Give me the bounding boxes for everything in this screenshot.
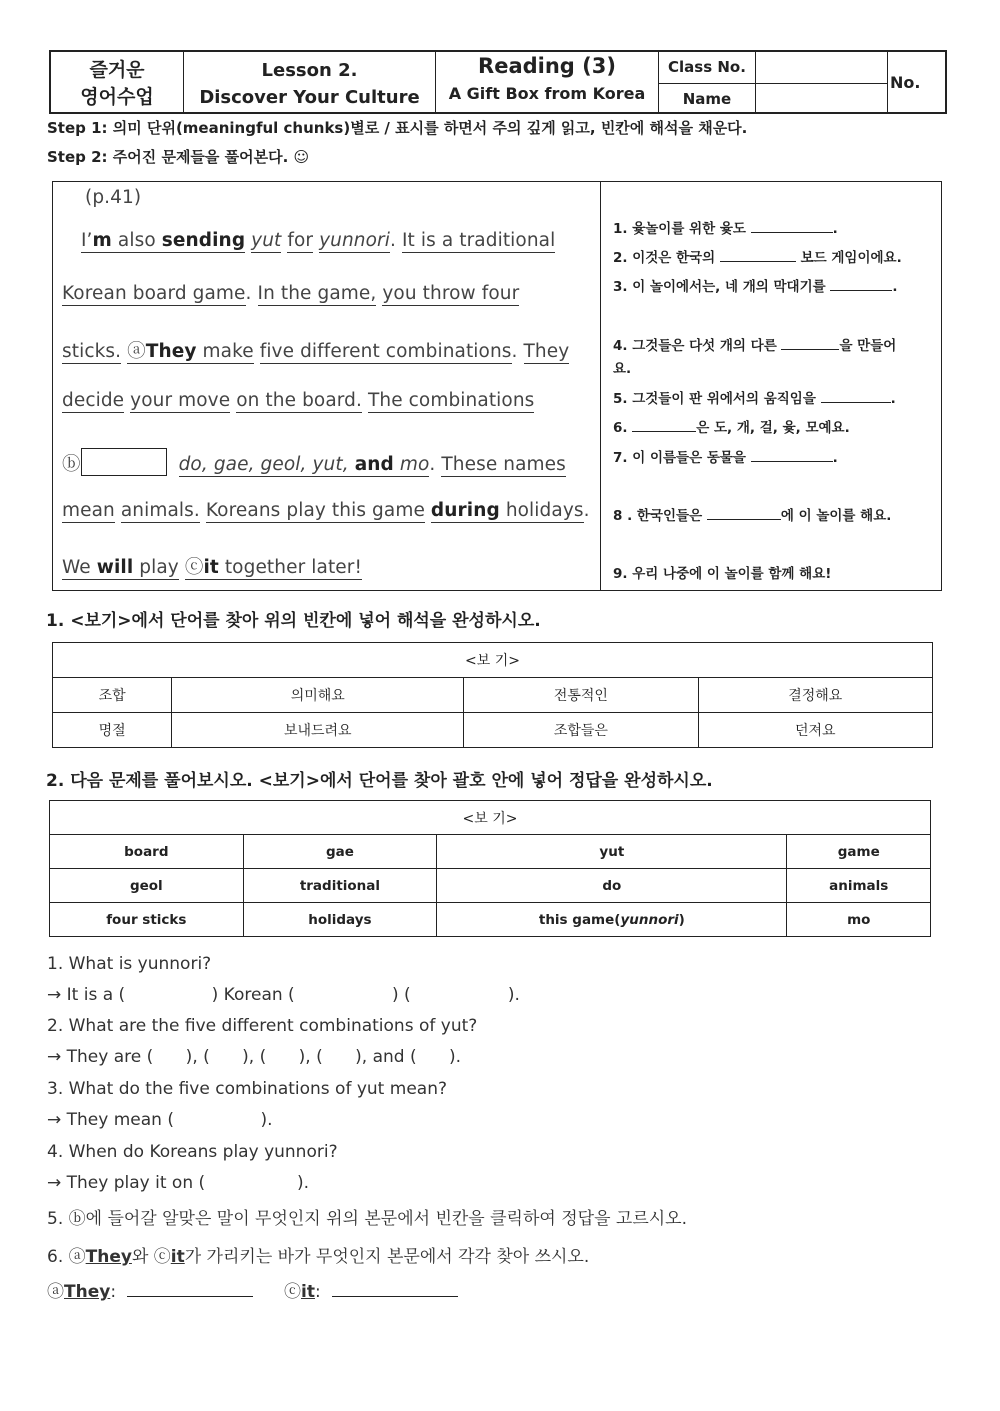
reading-cell <box>436 52 659 112</box>
word-bank-2 <box>49 800 931 937</box>
translation-5: 5. 그것들이 판 위에서의 움직임을 . <box>613 391 896 407</box>
answer-4: → They play it on ( ). <box>47 1173 310 1193</box>
word-bank-1-cell: 명절 <box>53 713 172 748</box>
lesson-cell <box>184 52 436 112</box>
word-bank-1-cell: 조합 <box>53 678 172 713</box>
class-no-label: Class No. <box>659 52 755 84</box>
translation-7-blank[interactable] <box>751 449 833 462</box>
name-label: Name <box>682 90 732 108</box>
word-bank-2-cell: animals <box>787 869 931 903</box>
question-2: 2. What are the five different combinations of yut? <box>47 1016 478 1036</box>
lesson-title: Discover Your Culture <box>199 87 420 108</box>
answer-6-it: ⓒit: <box>284 1277 458 1302</box>
translation-1: 1. 윷놀이를 위한 윷도 . <box>613 221 838 237</box>
question-1: 1. What is yunnori? <box>47 954 212 974</box>
reading-title: Reading (3) <box>478 54 616 78</box>
lesson-number: Lesson 2. <box>261 60 358 81</box>
translation-1-blank[interactable] <box>751 220 833 233</box>
course-line-1: 즐거운 <box>89 59 145 81</box>
word-bank-2-cell: geol <box>50 869 244 903</box>
question-5: 5. ⓑ에 들어갈 알맞은 말이 무엇인지 위의 본문에서 빈칸을 클릭하여 정답을 고르시오. <box>47 1209 687 1229</box>
translation-4: 4. 그것들은 다섯 개의 다른 을 만들어 <box>613 338 897 354</box>
answer-6-they: ⓐThey: <box>47 1277 253 1302</box>
answer-1: → It is a ( ) Korean ( ) ( ). <box>47 985 520 1005</box>
word-bank-1 <box>52 642 933 748</box>
marker-a: ⓐ <box>127 341 146 362</box>
reading-box <box>52 181 942 591</box>
word-bank-1-cell: 던져요 <box>698 713 932 748</box>
box-divider <box>600 182 601 590</box>
word-bank-2-cell: game <box>787 835 931 869</box>
word-bank-1-cell: 보내드려요 <box>172 713 464 748</box>
word-bank-2-cell: traditional <box>243 869 437 903</box>
passage-line-1: I’m also sending yut for yunnori. It is a traditional <box>81 230 556 251</box>
word-bank-2-cell: mo <box>787 903 931 937</box>
word-bank-2-cell: board <box>50 835 244 869</box>
passage-line-3: sticks. ⓐThey make five different combinations. They <box>62 341 570 362</box>
translation-7: 7. 이 이름들은 동물을 . <box>613 450 838 466</box>
word-bank-2-cell: yut <box>437 835 787 869</box>
translation-4-blank[interactable] <box>781 337 839 350</box>
answer-2: → They are ( ), ( ), ( ), ( ), and ( ). <box>47 1047 462 1067</box>
word-bank-1-cell: 의미해요 <box>172 678 464 713</box>
marker-c: ⓒ <box>184 557 204 578</box>
name-field[interactable] <box>756 84 887 115</box>
translation-3: 3. 이 놀이에서는, 네 개의 막대기를 . <box>613 279 898 295</box>
word-bank-2-cell: do <box>437 869 787 903</box>
translation-6: 6. 은 도, 개, 걸, 윷, 모예요. <box>613 420 850 436</box>
translation-4-cont: 요. <box>613 361 632 377</box>
word-bank-1-cell: 조합들은 <box>464 713 698 748</box>
translation-2-blank[interactable] <box>720 249 796 262</box>
word-bank-1-cell: 결정해요 <box>698 678 932 713</box>
word-bank-1-cell: 전통적인 <box>464 678 698 713</box>
translation-2: 2. 이것은 한국의 보드 게임이에요. <box>613 250 902 266</box>
translation-8-blank[interactable] <box>707 507 781 520</box>
answer-they-field[interactable] <box>127 1282 253 1297</box>
passage-line-4: decide your move on the board. The combinations <box>62 390 535 411</box>
word-bank-1-label: <보 기> <box>53 643 933 678</box>
word-bank-2-cell: four sticks <box>50 903 244 937</box>
question-3: 3. What do the five combinations of yut mean? <box>47 1079 447 1099</box>
passage-line-6: mean animals. Koreans play this game during holidays. <box>62 500 590 521</box>
word-bank-2-cell: holidays <box>243 903 437 937</box>
translation-5-blank[interactable] <box>821 390 891 403</box>
passage-line-2: Korean board game. In the game, you throw four <box>62 283 520 304</box>
word-bank-2-cell: this game(yunnori) <box>437 903 787 937</box>
translation-3-blank[interactable] <box>830 278 892 291</box>
translation-9: 9. 우리 나중에 이 놀이를 함께 해요! <box>613 566 832 582</box>
step-2: Step 2: 주어진 문제들을 풀어본다. ☺ <box>47 148 310 166</box>
word-bank-2-cell: gae <box>243 835 437 869</box>
step-1: Step 1: 의미 단위(meaningful chunks)별로 / 표시를 하면서 주의 깊게 읽고, 빈칸에 해석을 채운다. <box>47 119 748 137</box>
section-1-title: 1. <보기>에서 단어를 찾아 위의 빈칸에 넣어 해석을 완성하시오. <box>46 611 541 631</box>
answer-it-field[interactable] <box>332 1282 458 1297</box>
input-cell <box>756 52 888 112</box>
page-ref: (p.41) <box>85 187 142 208</box>
passage-line-7: We will play ⓒit together later! <box>62 557 363 578</box>
course-cell <box>51 52 184 112</box>
translation-6-blank[interactable] <box>632 419 696 432</box>
question-4: 4. When do Koreans play yunnori? <box>47 1142 338 1162</box>
no-label: No. <box>890 73 921 92</box>
marker-b: ⓑ <box>62 454 81 475</box>
section-2-title: 2. 다음 문제를 풀어보시오. <보기>에서 단어를 찾아 괄호 안에 넣어 정답을 완성하시오. <box>46 771 713 791</box>
course-line-2: 영어수업 <box>80 86 154 108</box>
answer-3: → They mean ( ). <box>47 1110 273 1130</box>
word-bank-2-label: <보 기> <box>50 801 931 835</box>
header-table <box>49 50 947 114</box>
label-cell <box>659 52 756 112</box>
reading-subtitle: A Gift Box from Korea <box>448 84 646 103</box>
translation-8: 8 . 한국인들은 에 이 놀이를 해요. <box>613 508 892 524</box>
passage-line-5: ⓑ do, gae, geol, yut, and mo. These names <box>62 448 566 476</box>
question-6: 6. ⓐThey와 ⓒit가 가리키는 바가 무엇인지 본문에서 각각 찾아 쓰시오. <box>47 1247 590 1267</box>
class-no-field[interactable] <box>756 52 887 84</box>
blank-b-dropdown[interactable] <box>81 448 167 476</box>
